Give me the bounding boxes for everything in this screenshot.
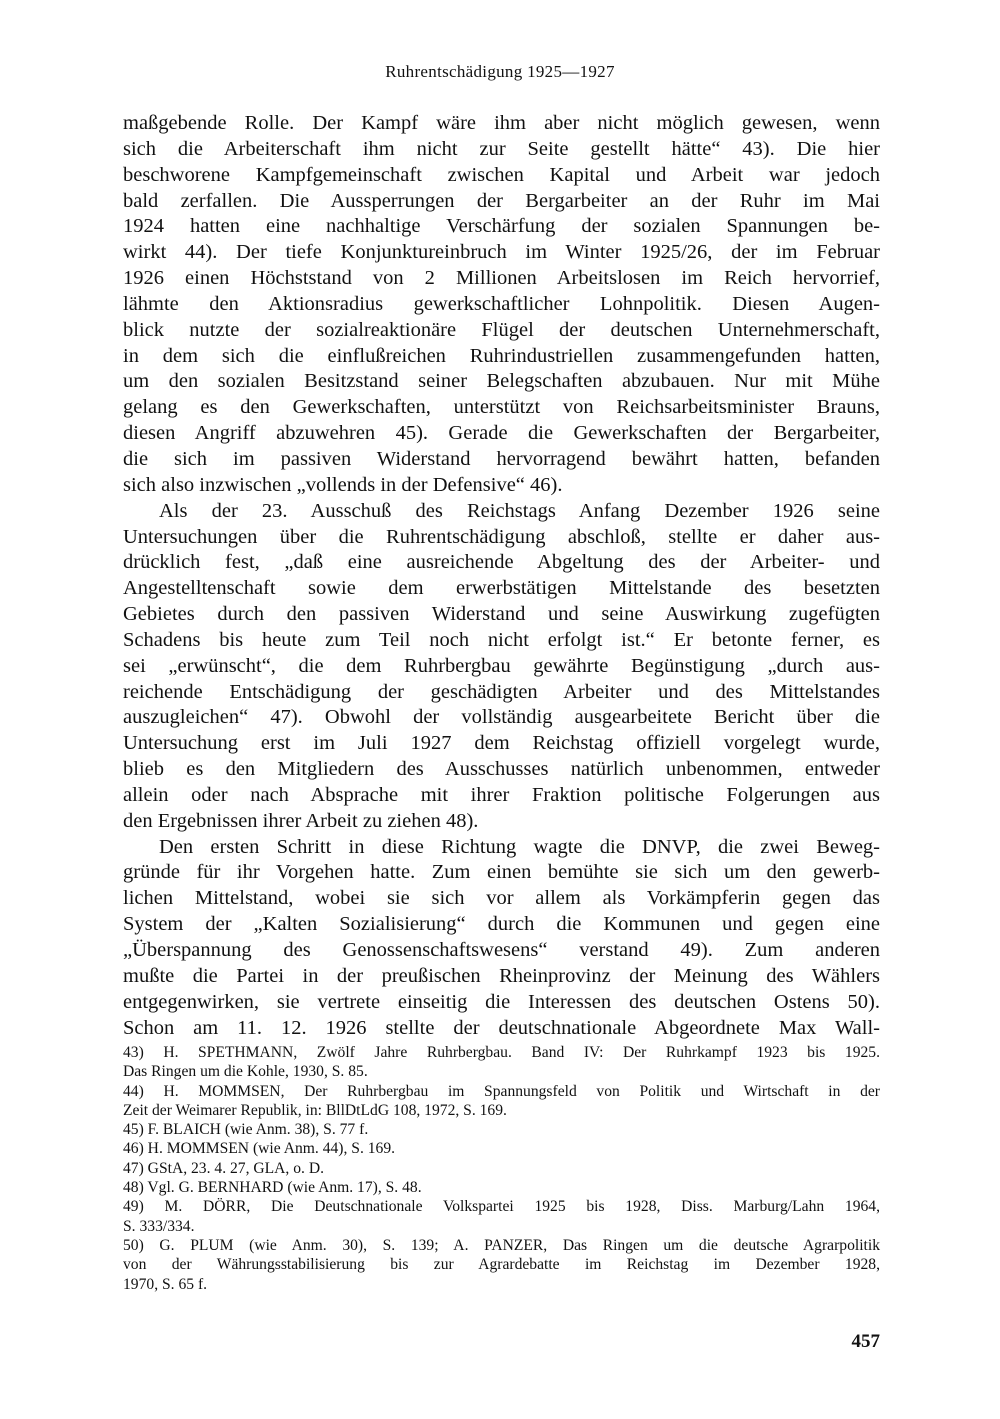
footnote-line: Das Ringen um die Kohle, 1930, S. 85. xyxy=(123,1063,368,1081)
body-line: Angestelltenschaft sowie dem erwerbstätigen Mittelstande des besetzten xyxy=(123,577,880,600)
body-line: 1924 hatten eine nachhaltige Verschärfung der sozialen Spannungen be- xyxy=(123,215,880,238)
body-line: Untersuchungen über die Ruhrentschädigung abschloß, stellte er daher aus- xyxy=(123,525,880,548)
footnote-line: 46) H. MOMMSEN (wie Anm. 44), S. 169. xyxy=(123,1140,396,1158)
body-line: blieb es den Mitgliedern des Ausschusses natürlich unbenommen, entweder xyxy=(123,758,880,781)
body-line: bald zerfallen. Die Aussperrungen der Bergarbeiter an der Ruhr im Mai xyxy=(123,189,880,212)
body-line: reichende Entschädigung der geschädigten Arbeiter und des Mittelstandes xyxy=(123,680,880,703)
footnote-line: 47) GStA, 23. 4. 27, GLA, o. D. xyxy=(123,1159,324,1177)
body-line: Schadens bis heute zum Teil noch nicht erfolgt ist.“ Er betonte ferner, es xyxy=(123,628,880,651)
body-line: den Ergebnissen ihrer Arbeit zu ziehen 48). xyxy=(123,809,479,832)
body-line: auszugleichen“ 47). Obwohl der vollständig ausgearbeitete Bericht über die xyxy=(123,706,880,729)
body-line: wirkt 44). Der tiefe Konjunktureinbruch im Winter 1925/26, der im Februar xyxy=(123,241,880,264)
running-header: Ruhrentschädigung 1925—1927 xyxy=(385,62,615,81)
body-line: „Überspannung des Genossenschaftswesens“ verstand 49). Zum anderen xyxy=(123,939,880,961)
footnote-line: 45) F. BLAICH (wie Anm. 38), S. 77 f. xyxy=(123,1121,369,1139)
footnote-line: 1970, S. 65 f. xyxy=(123,1275,208,1293)
body-line: 1926 einen Höchststand von 2 Millionen Arbeitslosen im Reich hervorrief, xyxy=(123,267,880,290)
footnotes xyxy=(123,1043,880,1294)
footnote-line: 48) Vgl. G. BERNHARD (wie Anm. 17), S. 48. xyxy=(123,1179,422,1197)
body-line: System der „Kalten Sozialisierung“ durch die Kommunen und gegen eine xyxy=(123,913,880,936)
body-line: sich also inzwischen „vollends in der Defensive“ 46). xyxy=(123,473,563,496)
body-text xyxy=(123,111,880,1041)
body-line: gelang es den Gewerkschaften, unterstützt von Reichsarbeitsminister Brauns, xyxy=(123,396,880,419)
body-line: Gebietes durch den passiven Widerstand und seine Auswirkung zugefügten xyxy=(123,603,880,626)
body-line: Den ersten Schritt in diese Richtung wagte die DNVP, die zwei Beweg- xyxy=(159,835,880,858)
body-line: blick nutzte der sozialreaktionäre Flügel der deutschen Unternehmerschaft, xyxy=(123,318,880,341)
body-line: lichen Mittelstand, wobei sie sich vor allem als Vorkämpferin gegen das xyxy=(123,887,880,910)
body-line: die sich im passiven Widerstand hervorragend bewährt hatten, befanden xyxy=(123,447,880,470)
footnote-line: von der Währungsstabilisierung bis zur Agrardebatte im Reichstag im Dezember 1928, xyxy=(123,1256,880,1274)
footnote-line: 49) M. DÖRR, Die Deutschnationale Volkspartei 1925 bis 1928, Diss. Marburg/Lahn 1964, xyxy=(123,1198,880,1216)
footnote-line: Zeit der Weimarer Republik, in: BllDtLdG 108, 1972, S. 169. xyxy=(123,1101,507,1119)
body-line: entgegenwirken, sie vertrete einseitig die Interessen des deutschen Ostens 50). xyxy=(123,990,880,1013)
body-line: drücklich fest, „daß eine ausreichende Abgeltung des der Arbeiter- und xyxy=(123,551,880,574)
body-line: gründe für ihr Vorgehen hatte. Zum einen bemühte sie sich um den gewerb- xyxy=(123,861,880,884)
page-number: 457 xyxy=(851,1331,880,1352)
body-line: Als der 23. Ausschuß des Reichstags Anfang Dezember 1926 seine xyxy=(159,499,880,522)
footnote-line: S. 333/334. xyxy=(123,1217,195,1235)
body-line: in dem sich die einflußreichen Ruhrindustriellen zusammengefunden hatten, xyxy=(123,344,880,367)
body-line: sei „erwünscht“, die dem Ruhrbergbau gewährte Begünstigung „durch aus- xyxy=(123,654,880,677)
body-line: allein oder nach Absprache mit ihrer Fraktion politische Folgerungen aus xyxy=(123,783,880,806)
footnote-line: 43) H. SPETHMANN, Zwölf Jahre Ruhrbergbau. Band IV: Der Ruhrkampf 1923 bis 1925. xyxy=(123,1044,880,1061)
body-line: mußte die Partei in der preußischen Rheinprovinz der Meinung des Wählers xyxy=(123,964,880,987)
body-line: diesen Angriff abzuwehren 45). Gerade die Gewerkschaften der Bergarbeiter, xyxy=(123,422,880,445)
body-line: beschworene Kampfgemeinschaft zwischen Kapital und Arbeit war jedoch xyxy=(123,163,880,186)
body-line: lähmte den Aktionsradius gewerkschaftlicher Lohnpolitik. Diesen Augen- xyxy=(123,292,880,315)
footnote-line: 50) G. PLUM (wie Anm. 30), S. 139; A. PANZER, Das Ringen um die deutsche Agrarpolitik xyxy=(123,1236,880,1254)
footnote-line: 44) H. MOMMSEN, Der Ruhrbergbau im Spannungsfeld von Politik und Wirtschaft in der xyxy=(123,1082,880,1100)
body-line: Untersuchung erst im Juli 1927 dem Reichstag offiziell vorgelegt wurde, xyxy=(123,732,880,755)
body-line: Schon am 11. 12. 1926 stellte der deutschnationale Abgeordnete Max Wall- xyxy=(123,1016,880,1039)
body-line: maßgebende Rolle. Der Kampf wäre ihm aber nicht möglich gewesen, wenn xyxy=(123,112,880,134)
body-line: um den sozialen Besitzstand seiner Belegschaften abzubauen. Nur mit Mühe xyxy=(123,370,880,393)
body-line: sich die Arbeiterschaft ihm nicht zur Seite gestellt hätte“ 43). Die hier xyxy=(123,137,880,160)
